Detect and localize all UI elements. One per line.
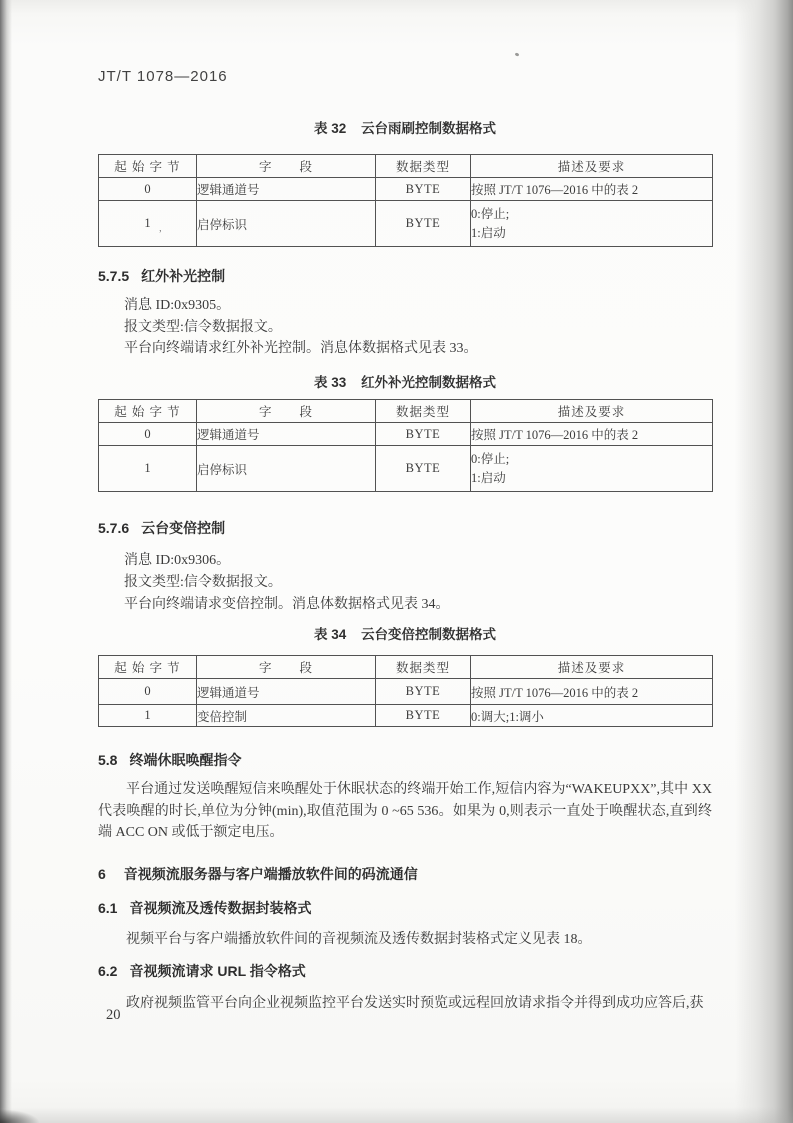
- section-5-7-6-body: [124, 550, 714, 616]
- cell-dtype: BYTE: [376, 201, 471, 247]
- col-header-desc: 描述及要求: [471, 656, 713, 679]
- cell-start-byte: [99, 201, 197, 247]
- body-line: 消息 ID:0x9306。: [124, 553, 231, 568]
- section-number: 5.7.5: [98, 268, 130, 284]
- cell-dtype: BYTE: [376, 705, 471, 727]
- scan-corner-bottom-left: [0, 1109, 40, 1123]
- body-line: 报文类型:信令数据报文。: [124, 319, 282, 335]
- table33-caption: [98, 371, 712, 391]
- section-5-7-5-body: [124, 295, 714, 360]
- cell-start-byte: 0: [99, 423, 197, 446]
- cell-desc: [471, 201, 713, 247]
- table32: [98, 154, 713, 247]
- col-header-start-byte: 起 始 字 节: [99, 656, 197, 679]
- section-title: 终端休眠唤醒指令: [129, 752, 242, 768]
- col-header-start-byte: 起 始 字 节: [99, 155, 197, 178]
- cell-field: 启停标识: [197, 201, 376, 247]
- cell-field: 逻辑通道号: [197, 679, 376, 705]
- body-line: 平台向终端请求变倍控制。消息体数据格式见表 34。: [124, 597, 450, 612]
- table32-header-row: [99, 155, 713, 178]
- cell-dtype: BYTE: [376, 423, 471, 446]
- table34-caption: [98, 623, 712, 643]
- desc-line: 1:启动: [471, 225, 506, 240]
- table-row: [99, 679, 713, 705]
- table-row: [99, 446, 713, 492]
- col-header-dtype: 数据类型: [376, 155, 471, 178]
- cell-desc: 按照 JT/T 1076—2016 中的表 2: [471, 423, 713, 446]
- cell-field: 逻辑通道号: [197, 423, 376, 446]
- table33-header-row: [99, 400, 713, 423]
- col-header-field: 字 段: [197, 155, 376, 178]
- table34-header-row: [99, 656, 713, 679]
- cell-field: 启停标识: [197, 446, 376, 492]
- section-5-7-6-heading: [98, 518, 225, 538]
- body-line: 消息 ID:0x9305。: [124, 298, 231, 313]
- section-title: 音视频流服务器与客户端播放软件间的码流通信: [123, 866, 418, 882]
- desc-line: 0:停止;: [471, 206, 510, 221]
- page-number: 20: [106, 1007, 121, 1023]
- section-6-2-paragraph: 政府视频监管平台向企业视频监控平台发送实时预览或远程回放请求指令并得到成功应答后,获: [126, 996, 704, 1011]
- section-5-8-paragraph: 平台通过发送唤醒短信来唤醒处于休眠状态的终端开始工作,短信内容为“WAKEUPXX”,其中 XX代表唤醒的时长,单位为分钟(min),取值范围为 0 ~65 536。如果为 0,则表示一直处于唤醒状态,直到终端 ACC ON 或低于额定电压。: [98, 782, 712, 840]
- start-byte-value: 1: [144, 216, 151, 230]
- cell-field: 逻辑通道号: [197, 178, 376, 201]
- section-number: 5.8: [98, 752, 118, 768]
- cell-start-byte: 0: [99, 178, 197, 201]
- scan-speck: [515, 52, 520, 56]
- cell-desc: 0:调大;1:调小: [471, 705, 713, 727]
- table34-caption-number: 表 34: [313, 627, 347, 642]
- body-line: 报文类型:信令数据报文。: [124, 575, 282, 590]
- table32-caption-number: 表 32: [313, 121, 347, 136]
- section-6-heading: [98, 864, 418, 884]
- section-6-1-heading: [98, 898, 311, 918]
- section-5-7-5-heading: [98, 266, 225, 286]
- table32-caption: [98, 117, 712, 137]
- table33-caption-title: 红外补光控制数据格式: [361, 375, 497, 390]
- table-row: [99, 178, 713, 201]
- cell-dtype: BYTE: [376, 679, 471, 705]
- scan-shadow-bottom: [0, 1107, 793, 1123]
- table33-caption-number: 表 33: [313, 375, 347, 390]
- section-number: 6: [98, 866, 106, 882]
- table34: [98, 655, 713, 727]
- col-header-desc: 描述及要求: [471, 155, 713, 178]
- cell-field: 变倍控制: [197, 705, 376, 727]
- desc-line: 1:启动: [471, 470, 506, 485]
- section-number: 6.1: [98, 900, 118, 916]
- table-row: [99, 705, 713, 727]
- scan-shadow-right: [735, 0, 793, 1123]
- col-header-desc: 描述及要求: [471, 400, 713, 423]
- section-6-2-heading: [98, 961, 306, 981]
- table-row: [99, 201, 713, 247]
- section-title: 音视频流及透传数据封装格式: [129, 900, 312, 916]
- cell-dtype: BYTE: [376, 446, 471, 492]
- cell-desc: [471, 446, 713, 492]
- table-row: [99, 423, 713, 446]
- section-title: 音视频流请求 URL 指令格式: [129, 963, 306, 979]
- cell-start-byte: 1: [99, 446, 197, 492]
- desc-line: 0:停止;: [471, 451, 510, 466]
- section-6-1-paragraph: 视频平台与客户端播放软件间的音视频流及透传数据封装格式定义见表 18。: [126, 932, 592, 947]
- section-title: 红外补光控制: [141, 268, 226, 284]
- section-5-8-heading: [98, 750, 241, 770]
- col-header-field: 字 段: [197, 400, 376, 423]
- section-number: 6.2: [98, 963, 118, 979]
- cell-dtype: BYTE: [376, 178, 471, 201]
- cell-desc: 按照 JT/T 1076—2016 中的表 2: [471, 178, 713, 201]
- table34-caption-title: 云台变倍控制数据格式: [361, 627, 497, 642]
- col-header-dtype: 数据类型: [376, 400, 471, 423]
- col-header-start-byte: 起 始 字 节: [99, 400, 197, 423]
- body-line: 平台向终端请求红外补光控制。消息体数据格式见表 33。: [124, 341, 478, 356]
- cell-start-byte: 1: [99, 705, 197, 727]
- scan-edge-left: [0, 0, 12, 1123]
- section-title: 云台变倍控制: [141, 520, 226, 536]
- scan-stray-mark: ,: [159, 222, 162, 234]
- section-number: 5.7.6: [98, 520, 130, 536]
- col-header-dtype: 数据类型: [376, 656, 471, 679]
- cell-start-byte: 0: [99, 679, 197, 705]
- table33: [98, 399, 713, 492]
- table32-caption-title: 云台雨刷控制数据格式: [361, 121, 497, 136]
- cell-desc: 按照 JT/T 1076—2016 中的表 2: [471, 679, 713, 705]
- col-header-field: 字 段: [197, 656, 376, 679]
- standard-number: JT/T 1078—2016: [98, 68, 228, 85]
